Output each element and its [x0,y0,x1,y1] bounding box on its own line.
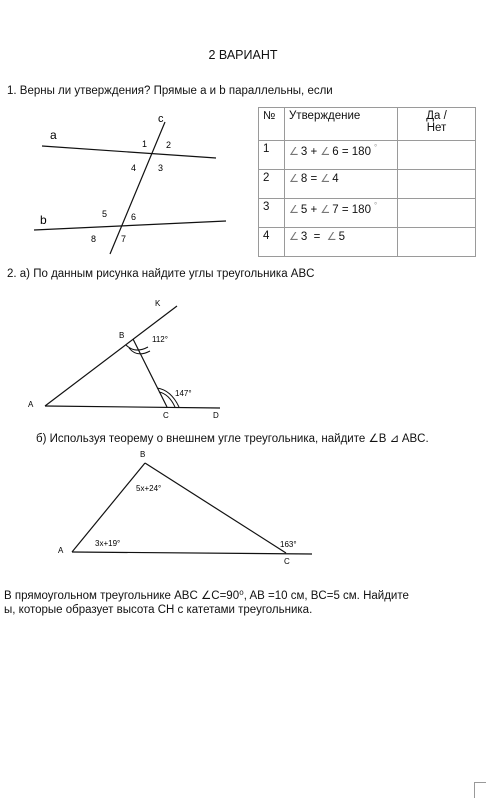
answer-cell[interactable] [398,199,476,228]
line-ac-extended [72,552,312,554]
header-yes-no [398,108,476,141]
angle-label-4: 4 [131,163,137,173]
label-c: C [163,411,169,420]
row-number: 3 [259,199,285,228]
label-c: c [158,113,164,125]
angle-icon: ∠ 7 [320,204,338,216]
label-a: a [50,128,57,142]
line-a [42,146,216,158]
angle-value-c: 147° [175,389,192,398]
page-corner-mark [474,782,486,798]
label-k: K [155,299,161,308]
row-statement [285,228,398,257]
row-statement [285,170,398,199]
answer-cell[interactable] [398,141,476,170]
angle-icon: ∠ 6 [320,146,338,158]
statement-operator: + [307,145,321,158]
angle-icon: ∠ 8 [289,173,307,185]
line-c [110,122,165,254]
statement-operator: = [307,231,327,243]
figure-parallel-lines [28,108,256,258]
header-yes: Да / [426,110,447,122]
statement-operator: = [307,173,321,185]
answer-cell[interactable] [398,170,476,199]
degree-icon: ° [373,143,378,152]
statements-table [258,107,476,257]
table-row [259,199,476,228]
table-header-row [259,108,476,141]
angle-label-5: 5 [102,209,108,219]
label-c: C [284,557,290,566]
side-bc [145,463,286,553]
angle-value-b: 5x+24° [136,484,162,493]
row-number: 4 [259,228,285,257]
row-number: 1 [259,141,285,170]
table-row [259,141,476,170]
segment-bc [133,339,167,407]
angle-label-2: 2 [166,140,172,150]
angle-icon: ∠ 3 [289,146,307,158]
header-statement: Утверждение [285,108,398,141]
question-2a-text: 2. а) По данным рисунка найдите углы треугольника ABC [7,268,315,280]
label-b: b [40,213,47,227]
figure-triangle-algebraic [50,446,320,568]
label-a: A [28,400,34,409]
question-1-text: 1. Верны ли утверждения? Прямые a и b параллельны, если [7,85,333,97]
row-statement [285,141,398,170]
figure-triangle-exterior [25,296,250,422]
label-d: D [213,411,219,420]
angle-label-3: 3 [158,163,164,173]
line-ad [45,406,220,408]
line-b [34,221,226,230]
label-b: B [119,331,125,340]
question-3-line-1: В прямоугольном треугольнике ABC ∠C=90⁰, AB =10 см, BC=5 см. Найдите [4,590,409,602]
angle-value-c: 163° [280,540,297,549]
row-statement [285,199,398,228]
angle-label-1: 1 [142,139,148,149]
header-number: № [259,108,285,141]
label-b: B [140,450,146,459]
angle-label-6: 6 [131,212,137,222]
question-2b-text: б) Используя теорему о внешнем угле треугольника, найдите ∠B ⊿ ABC. [36,433,429,445]
angle-value-b: 112° [152,335,168,344]
statement-value: = 180 [338,145,371,158]
angle-value-a: 3x+19° [95,539,121,548]
table-row [259,170,476,199]
statement-value: = 180 [338,203,371,216]
answer-cell[interactable] [398,228,476,257]
angle-icon: ∠ 3 [289,231,307,243]
angle-label-8: 8 [91,234,97,244]
angle-icon: ∠ 5 [327,231,345,243]
angle-label-7: 7 [121,234,127,244]
degree-icon: ° [373,201,378,210]
angle-icon: ∠ 4 [320,173,338,185]
label-a: A [58,546,64,555]
header-no: Нет [426,122,447,134]
statement-operator: + [307,203,321,216]
angle-arc-c-2 [159,392,175,407]
angle-icon: ∠ 5 [289,204,307,216]
row-number: 2 [259,170,285,199]
table-row [259,228,476,257]
question-3-line-2: ы, которые образует высота CH с катетами треугольника. [4,604,313,616]
page-title: 2 ВАРИАНТ [208,48,278,62]
line-ak [45,306,177,406]
